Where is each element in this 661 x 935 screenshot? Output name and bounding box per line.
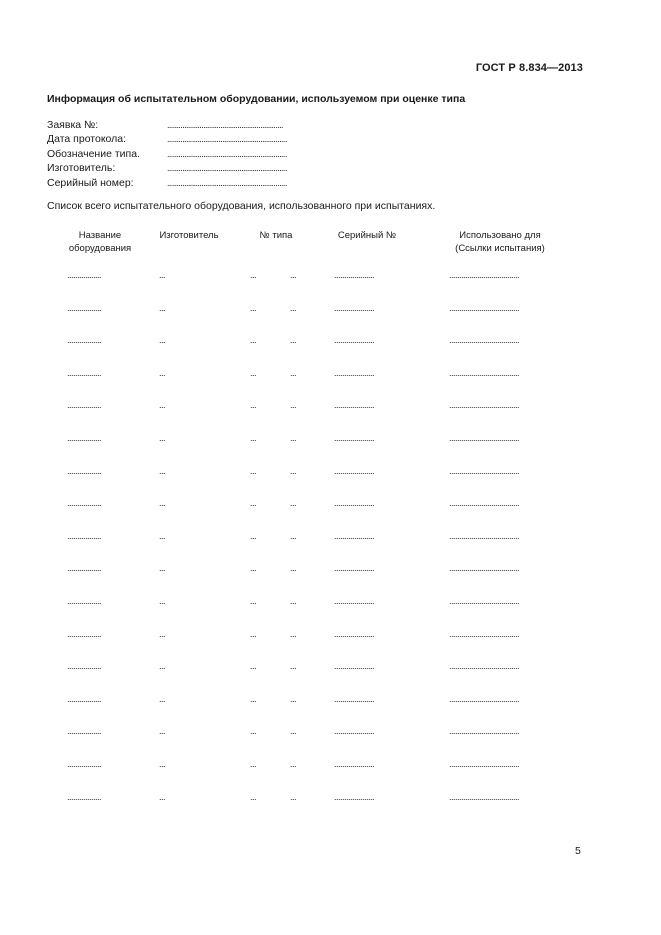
cell-used-for: ...................................: [449, 465, 520, 476]
cell-manufacturer: ...: [159, 661, 166, 672]
header-serial-no: Серийный №: [337, 230, 397, 241]
cell-used-for: ...................................: [449, 791, 520, 802]
cell-equipment-name: .................: [67, 498, 102, 509]
cell-serial-no: ....................: [334, 530, 375, 541]
cell-type-no-secondary: ...: [290, 498, 297, 509]
header-line: оборудования: [68, 242, 132, 254]
cell-type-no-secondary: ...: [290, 791, 297, 802]
cell-manufacturer: ...: [159, 498, 166, 509]
cell-manufacturer: ...: [159, 465, 166, 476]
cell-equipment-name: .................: [67, 759, 102, 769]
cell-used-for: ...................................: [449, 498, 520, 509]
cell-equipment-name: .................: [67, 335, 102, 346]
cell-manufacturer: ...: [159, 335, 166, 346]
cell-manufacturer: ...: [159, 791, 166, 802]
cell-type-no-secondary: ...: [290, 759, 297, 769]
cell-manufacturer: ...: [159, 693, 166, 704]
cell-serial-no: ....................: [334, 693, 375, 704]
cell-equipment-name: .................: [67, 628, 102, 639]
field-blank: ...............................................................: [167, 148, 287, 159]
field-blank: ...............................................................: [167, 163, 287, 174]
document-title: Информация об испытательном оборудовании, используемом при оценке типа: [47, 93, 466, 105]
cell-manufacturer: ...: [159, 628, 166, 639]
cell-type-no: ...: [250, 302, 257, 313]
field-label: Обозначение типа.: [47, 147, 140, 160]
cell-serial-no: ....................: [334, 596, 375, 606]
cell-serial-no: ....................: [334, 791, 375, 802]
header-line: Использовано для: [459, 230, 541, 241]
cell-type-no-secondary: ...: [290, 465, 297, 476]
cell-equipment-name: .................: [67, 596, 102, 606]
cell-type-no: ...: [250, 759, 257, 769]
cell-type-no: ...: [250, 335, 257, 346]
cell-manufacturer: ...: [159, 563, 166, 574]
cell-type-no-secondary: ...: [290, 367, 297, 378]
table-row: [0, 661, 661, 673]
cell-type-no-secondary: ...: [290, 596, 297, 606]
table-row: [0, 466, 661, 478]
table-row: [0, 400, 661, 412]
header-equipment-name: [52, 230, 148, 255]
cell-equipment-name: .................: [67, 563, 102, 574]
cell-equipment-name: .................: [67, 270, 102, 280]
cell-equipment-name: .................: [67, 367, 102, 378]
field-blank: ...............................................................: [167, 177, 287, 188]
cell-type-no: ...: [250, 661, 257, 672]
cell-serial-no: ....................: [334, 759, 375, 769]
cell-type-no: ...: [250, 367, 257, 378]
cell-serial-no: ....................: [334, 270, 375, 280]
cell-equipment-name: .................: [67, 400, 102, 411]
cell-type-no: ...: [250, 726, 257, 737]
cell-used-for: ...................................: [449, 726, 520, 737]
header-line: (Ссылки испытания): [455, 242, 545, 254]
table-row: [0, 694, 661, 706]
cell-type-no-secondary: ...: [290, 400, 297, 411]
table-row: [0, 596, 661, 608]
cell-manufacturer: ...: [159, 302, 166, 313]
header-line: Название: [78, 230, 122, 241]
cell-used-for: ...................................: [449, 563, 520, 574]
cell-used-for: ...................................: [449, 400, 520, 411]
field-blank: .............................................................: [167, 120, 283, 130]
header-used-for: [430, 230, 570, 255]
cell-type-no: ...: [250, 498, 257, 509]
cell-type-no: ...: [250, 530, 257, 541]
cell-equipment-name: .................: [67, 661, 102, 672]
table-row: [0, 629, 661, 641]
cell-serial-no: ....................: [334, 661, 375, 672]
cell-equipment-name: .................: [67, 302, 102, 313]
cell-equipment-name: .................: [67, 791, 102, 802]
field-label: Изготовитель:: [47, 162, 116, 175]
header-type-no: № типа: [259, 230, 293, 241]
table-row: [0, 792, 661, 804]
cell-used-for: ...................................: [449, 367, 520, 378]
table-row: [0, 303, 661, 315]
cell-type-no-secondary: ...: [290, 433, 297, 443]
cell-type-no-secondary: ...: [290, 530, 297, 541]
cell-type-no-secondary: ...: [290, 661, 297, 672]
cell-used-for: ...................................: [449, 661, 520, 672]
cell-used-for: ...................................: [449, 693, 520, 704]
cell-manufacturer: ...: [159, 433, 166, 443]
cell-type-no-secondary: ...: [290, 335, 297, 346]
cell-serial-no: ....................: [334, 498, 375, 509]
cell-manufacturer: ...: [159, 596, 166, 606]
equipment-table-header: [0, 230, 661, 260]
cell-manufacturer: ...: [159, 759, 166, 769]
table-row: [0, 531, 661, 543]
cell-serial-no: ....................: [334, 433, 375, 443]
table-row: [0, 759, 661, 771]
cell-used-for: ...................................: [449, 433, 520, 443]
cell-manufacturer: ...: [159, 530, 166, 541]
table-row: [0, 498, 661, 510]
cell-type-no: ...: [250, 693, 257, 704]
cell-type-no-secondary: ...: [290, 270, 297, 280]
cell-type-no: ...: [250, 563, 257, 574]
field-label: Заявка №:: [47, 119, 99, 131]
header-manufacturer: Изготовитель: [159, 230, 219, 241]
page-number: 5: [575, 845, 581, 857]
cell-equipment-name: .................: [67, 530, 102, 541]
cell-used-for: ...................................: [449, 628, 520, 639]
cell-type-no: ...: [250, 400, 257, 411]
cell-serial-no: ....................: [334, 302, 375, 313]
cell-type-no: ...: [250, 270, 257, 280]
cell-manufacturer: ...: [159, 367, 166, 378]
field-label: Серийный номер:: [47, 176, 134, 189]
cell-used-for: ...................................: [449, 530, 520, 541]
cell-type-no: ...: [250, 596, 257, 606]
cell-manufacturer: ...: [159, 726, 166, 737]
cell-equipment-name: .................: [67, 726, 102, 737]
cell-manufacturer: ...: [159, 400, 166, 411]
cell-serial-no: ....................: [334, 628, 375, 639]
cell-used-for: ...................................: [449, 335, 520, 346]
cell-equipment-name: .................: [67, 693, 102, 704]
table-row: [0, 726, 661, 738]
cell-used-for: ...................................: [449, 270, 520, 280]
cell-used-for: ...................................: [449, 596, 520, 606]
table-row: [0, 433, 661, 445]
cell-serial-no: ....................: [334, 465, 375, 476]
field-blank: ...............................................................: [167, 134, 287, 145]
table-row: [0, 563, 661, 575]
cell-type-no: ...: [250, 791, 257, 802]
cell-type-no: ...: [250, 465, 257, 476]
table-row: [0, 335, 661, 347]
cell-manufacturer: ...: [159, 270, 166, 280]
cell-serial-no: ....................: [334, 335, 375, 346]
cell-type-no-secondary: ...: [290, 563, 297, 574]
cell-equipment-name: .................: [67, 465, 102, 476]
cell-serial-no: ....................: [334, 563, 375, 574]
cell-serial-no: ....................: [334, 367, 375, 378]
cell-type-no-secondary: ...: [290, 302, 297, 313]
cell-serial-no: ....................: [334, 726, 375, 737]
cell-type-no-secondary: ...: [290, 628, 297, 639]
cell-type-no: ...: [250, 628, 257, 639]
field-label: Дата протокола:: [47, 133, 127, 146]
cell-serial-no: ....................: [334, 400, 375, 411]
standard-id: ГОСТ Р 8.834—2013: [475, 62, 583, 74]
cell-type-no-secondary: ...: [290, 693, 297, 704]
cell-used-for: ...................................: [449, 759, 520, 769]
cell-used-for: ...................................: [449, 302, 520, 313]
cell-type-no: ...: [250, 433, 257, 443]
cell-equipment-name: .................: [67, 433, 102, 443]
table-row: [0, 270, 661, 282]
equipment-list-caption: Список всего испытательного оборудования, использованного при испытаниях.: [47, 200, 436, 212]
cell-type-no-secondary: ...: [290, 726, 297, 737]
table-row: [0, 368, 661, 380]
